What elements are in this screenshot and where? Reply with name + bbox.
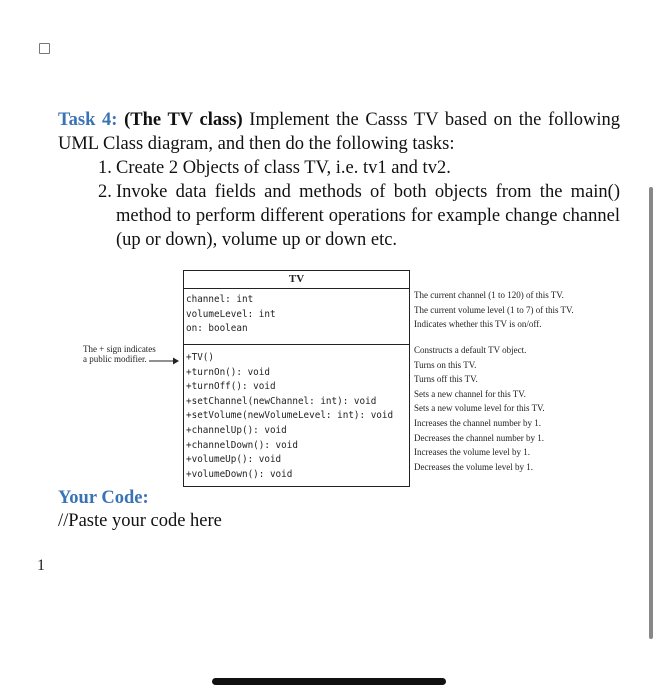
task-title: (The TV class) (124, 110, 243, 130)
list-item-number: 2. (98, 182, 112, 202)
uml-note: Constructs a default TV object. (414, 345, 527, 355)
uml-attribute: channel: int (186, 294, 254, 305)
uml-method: +volumeDown(): void (186, 468, 293, 480)
list-item (58, 156, 620, 180)
public-modifier-note (83, 344, 156, 364)
code-placeholder-comment: //Paste your code here (58, 511, 222, 531)
uml-note: Sets a new volume level for this TV. (414, 403, 545, 414)
uml-class-diagram (183, 270, 410, 487)
uml-note: Turns on this TV. (414, 359, 477, 370)
uml-method-notes (414, 343, 545, 474)
task-label: Task 4: (58, 110, 118, 130)
uml-method: +turnOff(): void (186, 381, 276, 393)
uml-note: Indicates whether this TV is on/off. (414, 319, 542, 330)
uml-method: +channelUp(): void (186, 424, 287, 436)
uml-note: The current channel (1 to 120) of this TV. (414, 290, 564, 300)
task-block (58, 108, 620, 252)
uml-method: +turnOn(): void (186, 366, 270, 378)
note-line: a public modifier. (83, 354, 147, 364)
uml-note: Decreases the channel number by 1. (414, 432, 544, 443)
code-label: Your Code: (58, 488, 149, 508)
checkbox[interactable] (39, 43, 50, 54)
uml-note: Turns off this TV. (414, 374, 478, 385)
task-list (58, 156, 620, 252)
uml-method: +setChannel(newChannel: int): void (186, 395, 377, 407)
home-indicator[interactable] (212, 678, 446, 685)
uml-method: +setVolume(newVolumeLevel: int): void (186, 410, 394, 422)
page-number: 1 (37, 557, 45, 574)
uml-note: Sets a new channel for this TV. (414, 388, 526, 399)
arrow-right-icon (149, 357, 179, 365)
uml-attribute: on: boolean (186, 323, 248, 335)
uml-note: Increases the channel number by 1. (414, 417, 541, 428)
note-line: The + sign indicates (83, 344, 156, 354)
uml-attribute: volumeLevel: int (186, 308, 276, 320)
uml-class-name: TV (184, 271, 409, 289)
uml-methods (184, 345, 409, 486)
uml-note: Increases the volume level by 1. (414, 447, 530, 458)
list-item-text: Invoke data fields and methods of both objects from the main() method to perform different operations for example change channel (up or down), volume up or down etc. (116, 182, 620, 250)
task-intro (58, 108, 620, 156)
list-item-text: Create 2 Objects of class TV, i.e. tv1 and tv2. (116, 158, 451, 178)
uml-note: Decreases the volume level by 1. (414, 461, 533, 472)
scrollbar[interactable] (649, 187, 653, 639)
uml-attribute-notes (414, 288, 574, 332)
list-item (58, 180, 620, 252)
list-item-number: 1. (98, 158, 112, 178)
uml-attributes (184, 289, 409, 345)
uml-method: +volumeUp(): void (186, 454, 282, 466)
uml-note: The current volume level (1 to 7) of this TV. (414, 304, 574, 315)
uml-method: +channelDown(): void (186, 439, 298, 451)
task-intro-text: Implement the Casss TV based on the following UML Class diagram, and then do the following tasks: (58, 110, 620, 154)
uml-method: +TV() (186, 352, 214, 363)
